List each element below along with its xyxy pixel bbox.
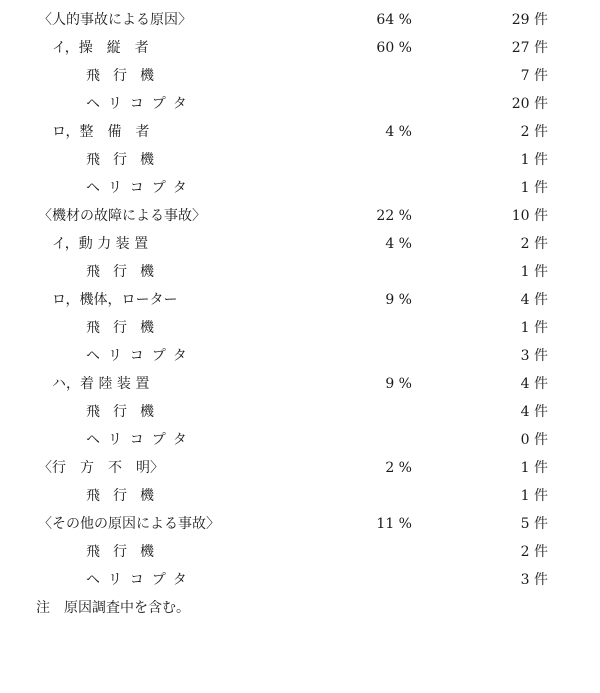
row-percentage: 22 % — [376, 208, 412, 224]
table-row — [0, 427, 600, 455]
row-label: 〈人的事故による原因〉 — [38, 12, 192, 28]
table-row — [0, 231, 600, 259]
row-count: 2 件 — [520, 124, 548, 140]
row-percentage: 4 % — [385, 236, 412, 252]
row-label: ハ，着 陸 装 置 — [52, 376, 150, 392]
row-percentage: 64 % — [376, 12, 412, 28]
table-row — [0, 119, 600, 147]
row-percentage: 60 % — [376, 40, 412, 56]
row-label: ヘリコプタ — [86, 432, 195, 448]
row-count: 2 件 — [520, 236, 548, 252]
row-count: 27 件 — [511, 40, 548, 56]
table-row — [0, 259, 600, 287]
row-label: ロ，整 備 者 — [52, 124, 150, 140]
table-row — [0, 287, 600, 315]
row-label: 飛行機 — [86, 264, 167, 280]
row-count: 1 件 — [520, 152, 548, 168]
row-count: 0 件 — [520, 432, 548, 448]
row-percentage: 4 % — [385, 124, 412, 140]
row-count: 1 件 — [520, 488, 548, 504]
row-label: 飛行機 — [86, 488, 167, 504]
row-count: 1 件 — [520, 320, 548, 336]
table-row — [0, 91, 600, 119]
row-percentage: 9 % — [385, 376, 412, 392]
row-label: イ，動 力 装 置 — [52, 236, 149, 252]
table-row — [0, 147, 600, 175]
table-row — [0, 539, 600, 567]
row-percentage: 11 % — [376, 516, 412, 532]
table-row — [0, 455, 600, 483]
table-row — [0, 399, 600, 427]
row-count: 4 件 — [520, 292, 548, 308]
table-row — [0, 175, 600, 203]
table-row — [0, 203, 600, 231]
table-row — [0, 371, 600, 399]
row-label: 〈機材の故障による事故〉 — [38, 208, 206, 224]
row-count: 4 件 — [520, 376, 548, 392]
row-count: 2 件 — [520, 544, 548, 560]
footnote: 注 原因調査中を含む。 — [36, 600, 190, 616]
row-label: 飛行機 — [86, 152, 167, 168]
row-count: 1 件 — [520, 460, 548, 476]
row-count: 10 件 — [511, 208, 548, 224]
row-label: 〈行 方 不 明〉 — [38, 460, 164, 476]
table-row — [0, 35, 600, 63]
table-row — [0, 511, 600, 539]
row-label: ヘリコプタ — [86, 180, 195, 196]
row-count: 1 件 — [520, 180, 548, 196]
row-label: ヘリコプタ — [86, 572, 195, 588]
table-row — [0, 315, 600, 343]
row-label: 飛行機 — [86, 68, 167, 84]
row-label: 飛行機 — [86, 404, 167, 420]
row-percentage: 2 % — [385, 460, 412, 476]
table-row — [0, 343, 600, 371]
row-label: ヘリコプタ — [86, 348, 195, 364]
row-percentage: 9 % — [385, 292, 412, 308]
table-row — [0, 63, 600, 91]
row-count: 29 件 — [511, 12, 548, 28]
table-row — [0, 7, 600, 35]
row-count: 5 件 — [520, 516, 548, 532]
row-label: イ，操 縦 者 — [52, 40, 149, 56]
table-row — [0, 483, 600, 511]
row-count: 4 件 — [520, 404, 548, 420]
row-label: 〈その他の原因による事故〉 — [38, 516, 220, 532]
row-count: 3 件 — [520, 348, 548, 364]
row-count: 1 件 — [520, 264, 548, 280]
table-row — [0, 567, 600, 595]
row-label: 飛行機 — [86, 544, 167, 560]
row-count: 3 件 — [520, 572, 548, 588]
row-count: 7 件 — [520, 68, 548, 84]
row-label: ヘリコプタ — [86, 96, 195, 112]
row-count: 20 件 — [511, 96, 548, 112]
row-label: ロ，機体，ローター — [52, 292, 178, 308]
row-label: 飛行機 — [86, 320, 167, 336]
